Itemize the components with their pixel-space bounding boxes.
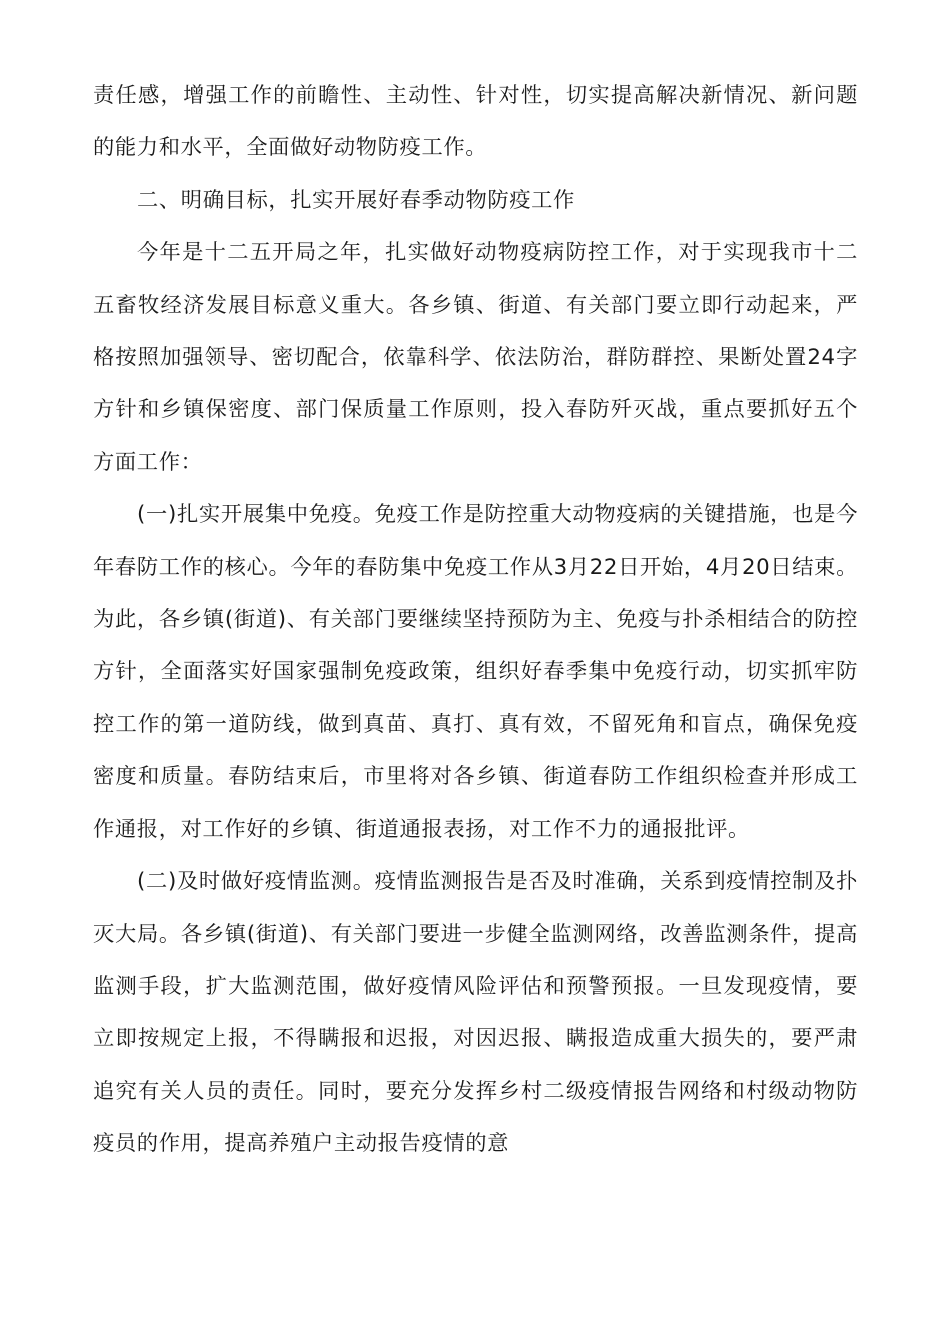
paragraph-immunization: (一)扎实开展集中免疫。免疫工作是防控重大动物疫病的关键措施，也是今年春防工作的核心。今年的春防集中免疫工作从3月22日开始，4月20日结束。为此，各乡镇(街道)、有关部门要继续坚持预防为主、免疫与扑杀相结合的防控方针，全面落实好国家强制免疫政策，组织好春季集中免疫行动，切实抓牢防控工作的第一道防线，做到真苗、真打、真有效，不留死角和盲点，确保免疫密度和质量。春防结束后，市里将对各乡镇、街道春防工作组织检查并形成工作通报，对工作好的乡镇、街道通报表扬，对工作不力的通报批评。 — [93, 502, 858, 842]
paragraph-monitoring: (二)及时做好疫情监测。疫情监测报告是否及时准确，关系到疫情控制及扑灭大局。各乡镇(街道)、有关部门要进一步健全监测网络，改善监测条件，提高监测手段，扩大监测范围，做好疫情风险评估和预警预报。一旦发现疫情，要立即按规定上报，不得瞒报和迟报，对因迟报、瞒报造成重大损失的，要严肃追究有关人员的责任。同时，要充分发挥乡村二级疫情报告网络和村级动物防疫员的作用，提高养殖户主动报告疫情的意 — [93, 869, 858, 1157]
document-page — [93, 70, 858, 1171]
paragraph-continuation: 责任感，增强工作的前瞻性、主动性、针对性，切实提高解决新情况、新问题的能力和水平，全面做好动物防疫工作。 — [93, 83, 858, 161]
section-heading: 二、明确目标，扎实开展好春季动物防疫工作 — [137, 187, 575, 213]
paragraph-intro: 今年是十二五开局之年，扎实做好动物疫病防控工作，对于实现我市十二五畜牧经济发展目标意义重大。各乡镇、街道、有关部门要立即行动起来，严格按照加强领导、密切配合，依靠科学、依法防治，群防群控、果断处置24字方针和乡镇保密度、部门保质量工作原则，投入春防歼灭战，重点要抓好五个方面工作： — [93, 240, 858, 475]
